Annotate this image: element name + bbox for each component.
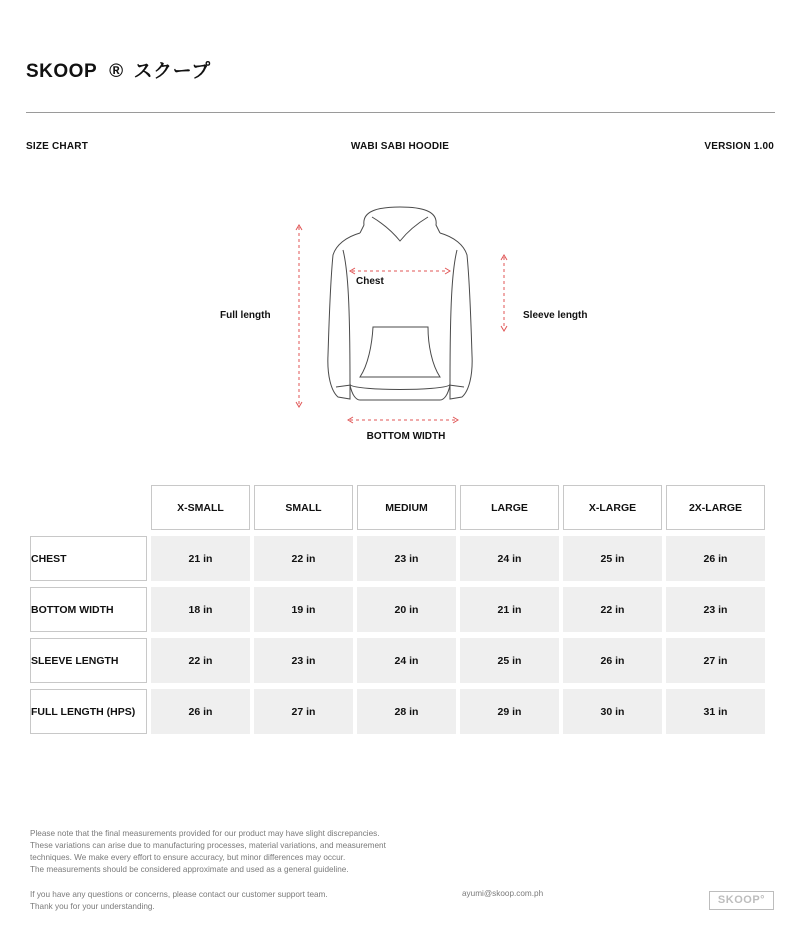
brand-logo bbox=[26, 56, 211, 83]
table-cell: 31 in bbox=[666, 689, 765, 734]
table-cell: 27 in bbox=[666, 638, 765, 683]
table-cell: 30 in bbox=[563, 689, 662, 734]
table-cell: 29 in bbox=[460, 689, 559, 734]
table-cell: 18 in bbox=[151, 587, 250, 632]
header-divider bbox=[26, 112, 775, 113]
version-label: VERSION 1.00 bbox=[704, 141, 774, 152]
table-cell: 22 in bbox=[254, 536, 353, 581]
column-header-l: LARGE bbox=[460, 485, 559, 530]
row-header-chest: CHEST bbox=[30, 536, 147, 581]
table-cell: 23 in bbox=[357, 536, 456, 581]
table-cell: 23 in bbox=[666, 587, 765, 632]
disclaimer-line: These variations can arise due to manufacturing processes, material variations, and measurement bbox=[30, 841, 386, 850]
sleeve-length-label: Sleeve length bbox=[523, 310, 588, 321]
support-line: Thank you for your understanding. bbox=[30, 902, 155, 911]
disclaimer-line: Please note that the final measurements provided for our product may have slight discrepancies. bbox=[30, 829, 380, 838]
brand-name: SKOOP bbox=[26, 61, 98, 82]
table-header-row bbox=[30, 485, 765, 530]
table-cell: 27 in bbox=[254, 689, 353, 734]
brand-katakana: スクープ bbox=[133, 61, 211, 82]
table-cell: 26 in bbox=[151, 689, 250, 734]
size-chart-heading: SIZE CHART bbox=[26, 141, 88, 152]
row-header-sleeve-length: SLEEVE LENGTH bbox=[30, 638, 147, 683]
table-cell: 26 in bbox=[563, 638, 662, 683]
table-cell: 23 in bbox=[254, 638, 353, 683]
hoodie-measurement-diagram bbox=[0, 195, 800, 455]
measurement-guides bbox=[299, 227, 504, 420]
product-name: WABI SABI HOODIE bbox=[350, 141, 450, 152]
table-cell: 28 in bbox=[357, 689, 456, 734]
support-email-link[interactable]: ayumi@skoop.com.ph bbox=[462, 889, 544, 898]
table-cell: 21 in bbox=[151, 536, 250, 581]
hoodie-illustration bbox=[0, 195, 800, 455]
support-line: If you have any questions or concerns, please contact our customer support team. bbox=[30, 890, 328, 899]
table-cell: 21 in bbox=[460, 587, 559, 632]
table-cell: 20 in bbox=[357, 587, 456, 632]
row-header-full-length: FULL LENGTH (HPS) bbox=[30, 689, 147, 734]
column-header-s: SMALL bbox=[254, 485, 353, 530]
table-cell: 22 in bbox=[563, 587, 662, 632]
table-cell: 24 in bbox=[460, 536, 559, 581]
table-cell: 25 in bbox=[460, 638, 559, 683]
table-corner bbox=[30, 485, 147, 530]
row-header-bottom-width: BOTTOM WIDTH bbox=[30, 587, 147, 632]
bottom-width-label: BOTTOM WIDTH bbox=[366, 431, 446, 442]
measurement-disclaimer bbox=[30, 828, 450, 876]
support-note bbox=[30, 889, 328, 913]
table-cell: 26 in bbox=[666, 536, 765, 581]
column-header-m: MEDIUM bbox=[357, 485, 456, 530]
table-row-bottom-width bbox=[30, 587, 765, 632]
table-cell: 19 in bbox=[254, 587, 353, 632]
chest-label: Chest bbox=[356, 276, 384, 287]
disclaimer-line: techniques. We make every effort to ensure accuracy, but minor differences may occur. bbox=[30, 853, 346, 862]
table-cell: 24 in bbox=[357, 638, 456, 683]
column-header-2xl: 2X-LARGE bbox=[666, 485, 765, 530]
size-chart-table bbox=[26, 479, 769, 740]
table-row-chest bbox=[30, 536, 765, 581]
table-row-sleeve-length bbox=[30, 638, 765, 683]
table-cell: 22 in bbox=[151, 638, 250, 683]
column-header-xl: X-LARGE bbox=[563, 485, 662, 530]
table-cell: 25 in bbox=[563, 536, 662, 581]
footer-logo: SKOOP° bbox=[709, 891, 774, 910]
table-row-full-length bbox=[30, 689, 765, 734]
registered-mark: ® bbox=[109, 61, 124, 82]
full-length-label: Full length bbox=[220, 310, 271, 321]
hoodie-outline bbox=[328, 207, 472, 400]
column-header-xs: X-SMALL bbox=[151, 485, 250, 530]
disclaimer-line: The measurements should be considered approximate and used as a general guideline. bbox=[30, 865, 349, 874]
measurement-arrowheads bbox=[296, 225, 507, 423]
